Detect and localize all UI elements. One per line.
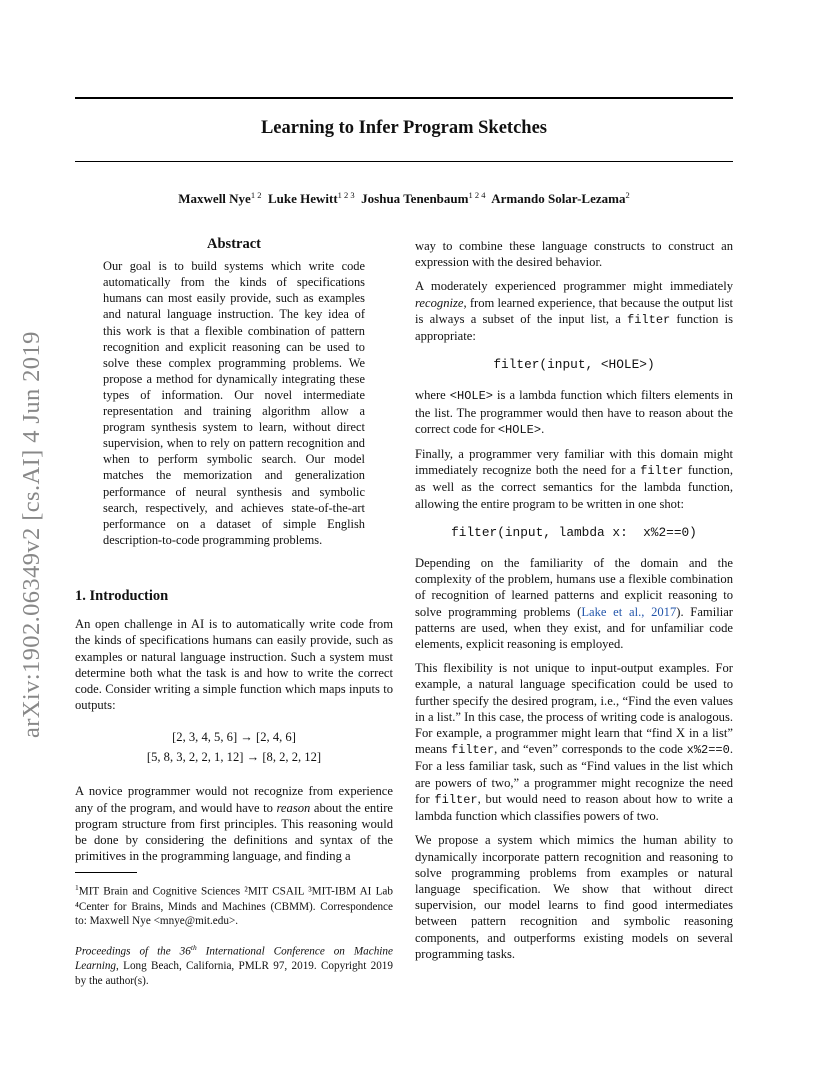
text-run: function, as well as the correct semantics for the lambda function, allowing the entire program to be written in one shot: [415, 463, 733, 511]
text-run: Depending on the familiarity of the domain and the complexity of the problem, humans use a flexible combination of recognition of learned patterns and explicit reasoning to solve programming problems ( [415, 556, 733, 619]
body-paragraph: way to combine these language constructs to construct an expression with the desired behavior. [415, 239, 733, 270]
abstract-text: Our goal is to build systems which write code automatically from the kinds of specifications humans can most easily provide, such as examples and natural language instruction. The key idea of this work is that a flexible combination of pattern recognition and explicit reasoning can be used to solve these complex programming problems. We propose a method for dynamically integrating these types of information. Our novel intermediate representation and training algorithm allow a program synthesis system to learn, without direct supervision, when to rely on pattern recognition and when to perform symbolic search. Our model matches the memorization and generalization performance of neural synthesis and symbolic search, respectively, and achieves state-of-the-art performance on a dataset of simple English description-to-code programming problems. [103, 259, 365, 547]
text-run: th [190, 942, 197, 952]
author-affiliation: 1 2 3 [337, 190, 355, 200]
author-affiliation: 1 2 4 [468, 190, 486, 200]
footnote-rule [75, 872, 137, 873]
text-run: where [415, 388, 450, 403]
text-run: function is appropriate: [415, 311, 733, 344]
author-name: Luke Hewitt [267, 191, 338, 206]
code-snippet: filter(input, lambda x: x%2==0) [451, 524, 697, 540]
example-equation: [2, 3, 4, 5, 6] → [2, 4, 6] [172, 730, 296, 745]
example-equation: [5, 8, 3, 2, 2, 1, 12] → [8, 2, 2, 12] [146, 750, 322, 765]
right-column [415, 238, 733, 970]
body-paragraph [415, 555, 733, 652]
author-list [75, 190, 733, 207]
text-run: is a lambda function which filters elements in the list. The programmer would then have to reason about the correct code for [415, 388, 733, 436]
author-affiliation: 1 2 [250, 190, 262, 200]
footnote-proceedings [75, 941, 393, 989]
author-name: Maxwell Nye [178, 191, 251, 206]
top-rule [75, 97, 733, 99]
text-run: , from learned experience, that because the output list is always a subset of the input list, a [415, 295, 733, 326]
footnote [75, 881, 393, 988]
title-rule [75, 161, 733, 162]
emphasis: reason [276, 800, 311, 815]
inline-code: x%2==0 [686, 743, 730, 758]
text-run: , Long Beach, California, PMLR 97, 2019. Copyright 2019 by the author(s). [75, 960, 393, 987]
footnote-text: MIT Brain and Cognitive Sciences ²MIT CSAIL ³MIT-IBM AI Lab ⁴Center for Brains, Minds and Machines (CBMM). Correspondence to: Maxwell Nye <mnye@mit.edu>. [75, 886, 393, 928]
inline-code: filter [640, 464, 684, 479]
body-paragraph [415, 660, 733, 824]
text-run: Finally, a programmer very familiar with this domain might immediately recognize both the need for a [415, 447, 733, 478]
code-snippet: filter(input, <HOLE>) [493, 357, 655, 373]
emphasis: recognize [415, 295, 464, 310]
author-affiliation: 2 [625, 190, 630, 200]
text-run: , and “even” corresponds to the code [494, 742, 687, 757]
body-paragraph [415, 278, 733, 344]
section-heading-introduction: 1. Introduction [75, 587, 169, 604]
citation-link[interactable]: Lake et al., 2017 [581, 604, 677, 619]
body-paragraph: We propose a system which mimics the human ability to dynamically incorporate pattern recognition and reasoning to solve programming problems from examples or natural language specification. We show that without direct supervision, our model learns to find good intermediates between pattern recognition and symbolic reasoning components, and outperforms existing models on several programming tasks. [415, 833, 733, 961]
abstract-heading: Abstract [207, 236, 261, 252]
inline-code: filter [627, 312, 671, 327]
author-name: Joshua Tenenbaum [361, 191, 469, 206]
text-run: International Conference on Machine Learning [75, 945, 393, 973]
example-equations [75, 727, 393, 767]
inline-code: filter [450, 743, 495, 758]
paper-title: Learning to Infer Program Sketches [260, 118, 548, 138]
intro-paragraph: An open challenge in AI is to automatically write code from the kinds of specifications humans can easily provide, such as examples or natural language instruction. Such a system must determine both what the task is and how to write the correct code. Consider writing a simple function which maps inputs to outputs: [75, 617, 393, 713]
left-column [75, 236, 393, 1000]
author-name: Armando Solar-Lezama [491, 191, 626, 206]
body-paragraph [415, 446, 733, 512]
text-run: , but would need to reason about how to write a lambda function which classifies powers of two. [415, 791, 733, 824]
inline-code: <HOLE> [449, 389, 494, 404]
text-run: . [541, 421, 545, 436]
inline-code: filter [434, 792, 478, 807]
footnote-affiliations: $^1$MIT Brain and Cognitive Sciences ²MIT CSAIL ³MIT-IBM AI Lab ⁴Center for Brains, Minds and Machines (CBMM). Correspondence to: Maxwell Nye <mnye@mit.edu>. [75, 883, 393, 928]
text-run: This flexibility is not unique to input-output examples. For example, a natural language specification could be used to further specify the desired program, i.e., “Find the even values in a list.” In this case, the process of writing code is analogous. For example, a programmer might learn that “find X in a list” means [415, 661, 733, 757]
text-run: A moderately experienced programmer might immediately [415, 279, 733, 294]
text-run: A novice programmer would not recognize from experience any of the program, and would have to [75, 784, 393, 815]
body-paragraph [415, 387, 733, 438]
intro-paragraph [75, 783, 393, 864]
text-run: . For a less familiar task, such as “Find values in the list which are powers of two,” a programmer might recognize the need for [415, 742, 733, 806]
text-run: ). Familiar patterns are used, when they exist, and for unfamiliar code elements, explicit reasoning is employed. [415, 604, 733, 652]
text-run: about the entire program structure from first principles. This reasoning would be done by considering the definitions and syntax of the primitives in the programming language, and finding a [75, 800, 394, 864]
text-run: Proceedings of the 36 [75, 945, 191, 958]
arxiv-stamp: arXiv:1902.06349v2 [cs.AI] 4 Jun 2019 [18, 331, 45, 739]
inline-code: <HOLE> [497, 422, 542, 437]
